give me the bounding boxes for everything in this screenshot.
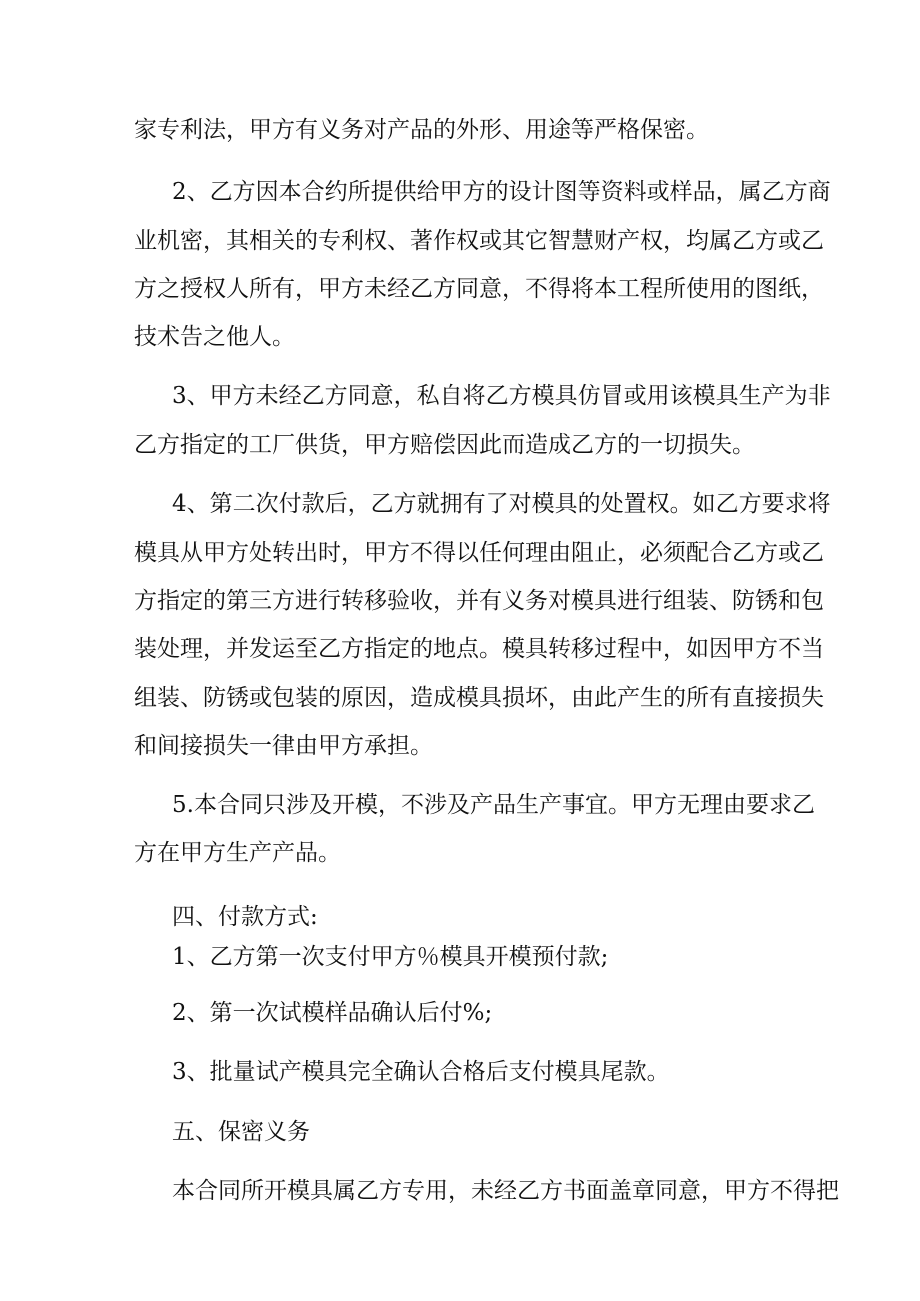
section-heading: 四、付款方式: <box>172 904 318 930</box>
list-item: 2、第一次试模样品确认后付%; <box>172 1000 493 1026</box>
paragraph-line: 家专利法，甲方有义务对产品的外形、用途等严格保密。 <box>134 117 709 143</box>
paragraph-line: 组装、防锈或包装的原因，造成模具损坏，由此产生的所有直接损失 <box>134 685 824 711</box>
paragraph-line: 乙方指定的工厂供货，甲方赔偿因此而造成乙方的一切损失。 <box>134 432 755 458</box>
list-item: 3、批量试产模具完全确认合格后支付模具尾款。 <box>172 1059 670 1085</box>
paragraph-line: 5.本合同只涉及开模，不涉及产品生产事宜。甲方无理由要求乙 <box>172 792 815 818</box>
paragraph-line: 2、乙方因本合约所提供给甲方的设计图等资料或样品，属乙方商 <box>172 179 831 205</box>
paragraph-line: 方在甲方生产产品。 <box>134 840 341 866</box>
list-item: 1、乙方第一次支付甲方％模具开模预付款; <box>172 944 609 970</box>
paragraph-line: 技术告之他人。 <box>134 324 295 350</box>
paragraph-line: 方指定的第三方进行转移验收，并有义务对模具进行组装、防锈和包 <box>134 588 824 614</box>
paragraph-line: 模具从甲方处转出时，甲方不得以任何理由阻止，必须配合乙方或乙 <box>134 540 824 566</box>
paragraph-line: 和间接损失一律由甲方承担。 <box>134 733 433 759</box>
paragraph-line: 方之授权人所有，甲方未经乙方同意，不得将本工程所使用的图纸， <box>134 276 824 302</box>
paragraph-line: 本合同所开模具属乙方专用，未经乙方书面盖章同意，甲方不得把 <box>172 1178 839 1204</box>
paragraph-line: 4、第二次付款后，乙方就拥有了对模具的处置权。如乙方要求将 <box>172 491 831 517</box>
paragraph-line: 装处理，并发运至乙方指定的地点。模具转移过程中，如因甲方不当 <box>134 636 824 662</box>
section-heading: 五、保密义务 <box>172 1119 310 1145</box>
paragraph-line: 业机密，其相关的专利权、著作权或其它智慧财产权，均属乙方或乙 <box>134 228 824 254</box>
paragraph-line: 3、甲方未经乙方同意，私自将乙方模具仿冒或用该模具生产为非 <box>172 383 831 409</box>
